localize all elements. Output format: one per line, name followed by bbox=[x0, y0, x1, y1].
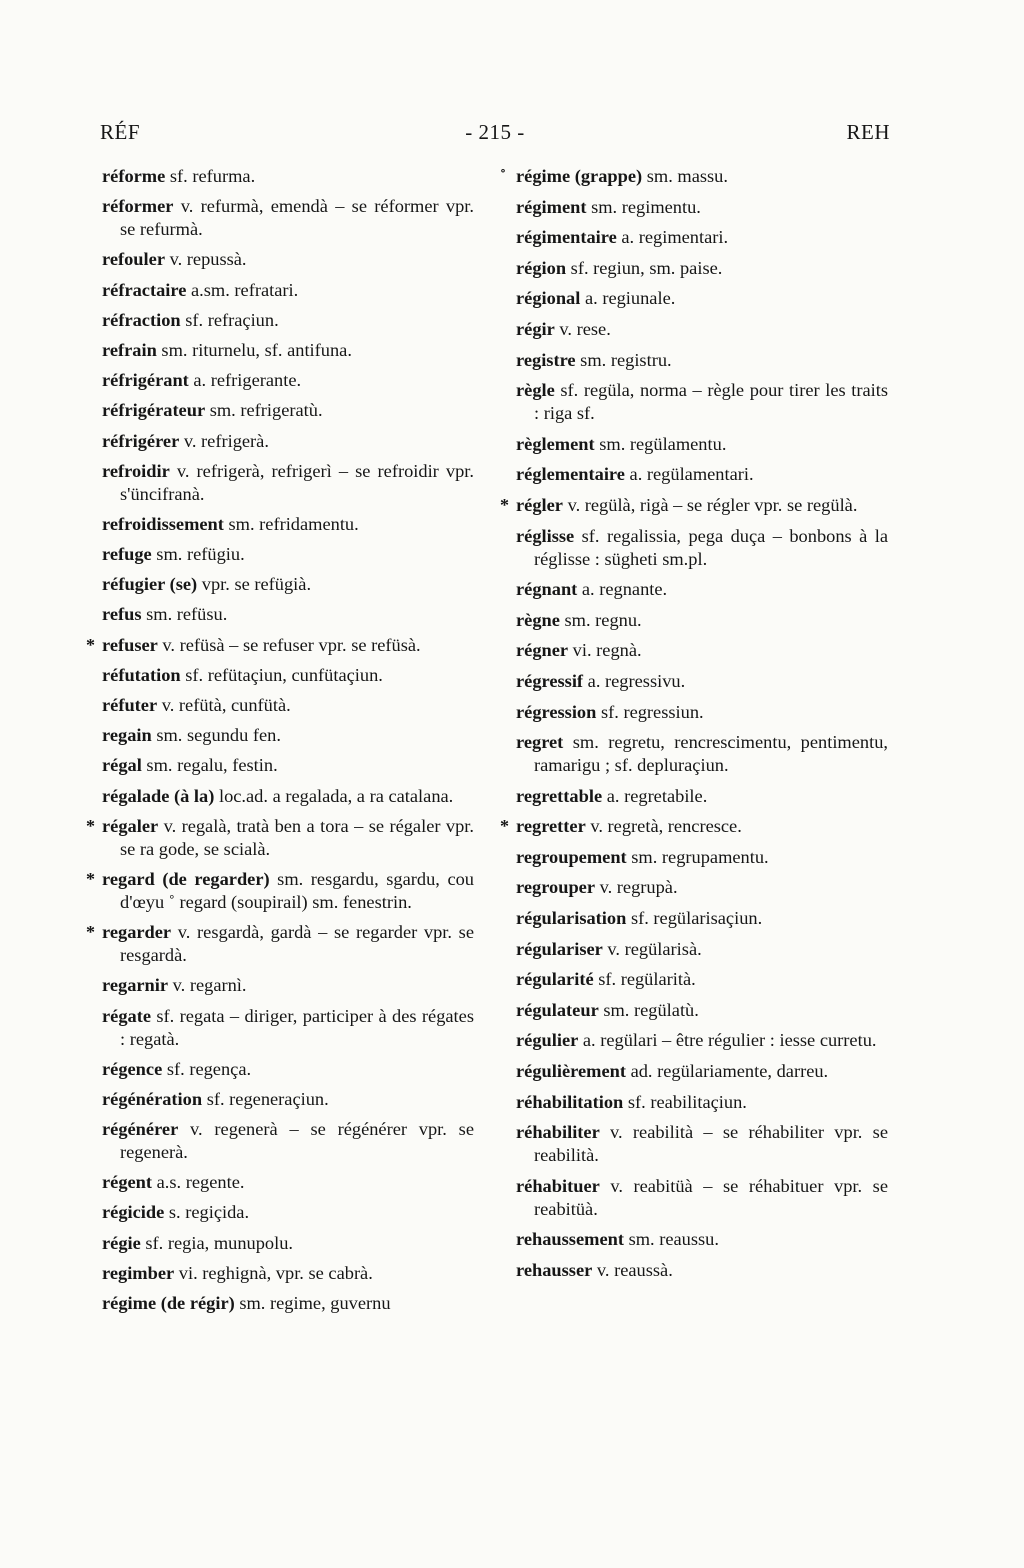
entry-headword: réglisse bbox=[516, 525, 575, 546]
dictionary-entry bbox=[102, 309, 474, 332]
entry-headword: réfraction bbox=[102, 309, 181, 330]
entry-headword: régence bbox=[102, 1058, 163, 1079]
entry-headword: refroidissement bbox=[102, 513, 224, 534]
entry-definition: sm. riturnelu, sf. antifuna. bbox=[156, 339, 352, 360]
entry-definition: vi. reghignà, vpr. se cabrà. bbox=[174, 1262, 373, 1283]
entry-definition: a. regiunale. bbox=[580, 288, 676, 309]
entry-headword: régaler bbox=[102, 815, 159, 836]
entry-text bbox=[516, 1092, 747, 1112]
entry-definition: sm. reaussu. bbox=[623, 1229, 719, 1250]
entry-headword: réfugier (se) bbox=[102, 574, 198, 595]
entry-definition: sf. regressiun. bbox=[596, 701, 704, 722]
entry-marker: * bbox=[86, 868, 95, 889]
entry-definition: v. regülarisà. bbox=[602, 938, 702, 959]
header-first-word: RÉF bbox=[100, 120, 141, 144]
entry-headword: régularisation bbox=[516, 908, 627, 929]
entry-text bbox=[102, 1263, 373, 1283]
entry-text bbox=[102, 1006, 474, 1049]
dictionary-entry bbox=[516, 318, 888, 341]
entry-definition: vi. regnà. bbox=[568, 640, 642, 661]
entry-headword: régression bbox=[516, 701, 597, 722]
entry-definition: sm. refrigeratù. bbox=[205, 400, 323, 421]
entry-definition: v. regretà, rencresce. bbox=[585, 816, 742, 837]
entry-headword: règne bbox=[516, 609, 560, 630]
dictionary-entry bbox=[102, 785, 474, 808]
entry-text bbox=[516, 671, 685, 691]
dictionary-entry bbox=[102, 460, 474, 506]
entry-text bbox=[102, 514, 359, 534]
entry-text bbox=[516, 816, 742, 836]
right-column bbox=[500, 165, 888, 1290]
entry-text bbox=[102, 665, 383, 685]
dictionary-entry bbox=[102, 1118, 474, 1164]
entry-headword: réfrigérateur bbox=[102, 400, 206, 421]
left-column bbox=[86, 165, 474, 1322]
entry-headword: registre bbox=[516, 349, 576, 370]
entry-text bbox=[516, 908, 762, 928]
entry-text bbox=[516, 1061, 828, 1081]
entry-headword: régime (de régir) bbox=[102, 1293, 235, 1313]
entry-definition: sf. regüla, norma – règle pour tirer les traits : riga sf. bbox=[534, 380, 888, 424]
dictionary-entry bbox=[516, 1121, 888, 1167]
entry-definition: v. rese. bbox=[554, 318, 611, 339]
dictionary-entry bbox=[102, 1005, 474, 1051]
dictionary-entry bbox=[102, 573, 474, 596]
dictionary-entry bbox=[86, 815, 474, 861]
dictionary-entry bbox=[516, 609, 888, 632]
dictionary-entry bbox=[102, 399, 474, 422]
entry-text bbox=[516, 1229, 719, 1249]
entry-text bbox=[516, 258, 722, 278]
entry-definition: sm. regalu, festin. bbox=[141, 755, 278, 776]
entry-text bbox=[102, 1233, 293, 1253]
entry-definition: sf. refraçiun. bbox=[180, 309, 279, 330]
dictionary-entry bbox=[516, 639, 888, 662]
dictionary-entry bbox=[102, 543, 474, 566]
entry-definition: v. reaussà. bbox=[592, 1260, 673, 1280]
entry-text bbox=[516, 1122, 888, 1165]
entry-headword: régulariser bbox=[516, 938, 603, 959]
entry-headword: régénérer bbox=[102, 1119, 179, 1140]
dictionary-entry bbox=[102, 1232, 474, 1255]
dictionary-entry bbox=[516, 1228, 888, 1251]
dictionary-entry bbox=[516, 525, 888, 571]
entry-definition: sm. regime, guvernu bbox=[234, 1293, 391, 1313]
entry-definition: v. regülà, rigà – se régler vpr. se regülà. bbox=[562, 494, 858, 515]
entry-definition: s. regiçida. bbox=[164, 1202, 250, 1223]
entry-text bbox=[102, 544, 245, 564]
entry-headword: régulateur bbox=[516, 999, 599, 1020]
dictionary-entry bbox=[102, 1262, 474, 1285]
entry-text bbox=[102, 786, 453, 806]
entry-text bbox=[102, 166, 255, 186]
entry-definition: v. refrigerà. bbox=[179, 430, 269, 451]
dictionary-entry bbox=[516, 670, 888, 693]
page-header bbox=[100, 120, 890, 148]
dictionary-entry bbox=[516, 701, 888, 724]
dictionary-entry bbox=[516, 1029, 888, 1052]
entry-definition: v. refrigerà, refrigerì – se refroidir vpr. s'üncifranà. bbox=[120, 460, 474, 504]
entry-text bbox=[516, 495, 857, 515]
entry-definition: a. regressivu. bbox=[583, 670, 686, 691]
entry-text bbox=[516, 786, 707, 806]
entry-headword: réfrigérer bbox=[102, 430, 180, 451]
entry-headword: régulier bbox=[516, 1030, 579, 1051]
entry-definition: v. regrupà. bbox=[595, 877, 678, 898]
entry-headword: règlement bbox=[516, 433, 595, 454]
entry-text bbox=[516, 640, 642, 660]
dictionary-entry bbox=[500, 494, 888, 517]
entry-text bbox=[516, 464, 754, 484]
entry-text bbox=[102, 975, 247, 995]
entry-headword: régional bbox=[516, 288, 581, 309]
entry-text bbox=[516, 380, 888, 423]
entry-definition: sm. resgardu, sgardu, cou d'œyu ˚ regard (soupirail) sm. fenestrin. bbox=[120, 868, 474, 912]
dictionary-entry bbox=[102, 248, 474, 271]
entry-text bbox=[102, 574, 311, 594]
entry-definition: sm. regrupamentu. bbox=[626, 846, 769, 867]
entry-marker: * bbox=[86, 815, 95, 836]
dictionary-entry bbox=[86, 868, 474, 914]
entry-text bbox=[516, 1176, 888, 1219]
entry-text bbox=[516, 579, 667, 599]
entry-definition: sf. regata – diriger, participer à des régates : regatà. bbox=[120, 1005, 474, 1049]
entry-definition: sf. refütaçiun, cunfütaçiun. bbox=[180, 664, 383, 685]
dictionary-entry bbox=[102, 279, 474, 302]
entry-text bbox=[102, 370, 301, 390]
entry-definition: sm. registru. bbox=[575, 349, 672, 370]
entry-definition: a. regretabile. bbox=[602, 785, 708, 806]
entry-headword: régénération bbox=[102, 1088, 203, 1109]
entry-headword: réfrigérant bbox=[102, 370, 189, 391]
entry-text bbox=[516, 969, 696, 989]
dictionary-entry bbox=[516, 938, 888, 961]
entry-headword: régie bbox=[102, 1232, 141, 1253]
entry-headword: régalade (à la) bbox=[102, 785, 215, 806]
dictionary-entry bbox=[516, 999, 888, 1022]
dictionary-entry bbox=[102, 694, 474, 717]
entry-text bbox=[102, 1293, 391, 1313]
entry-text bbox=[516, 197, 701, 217]
entry-headword: refroidir bbox=[102, 460, 170, 481]
entry-text bbox=[102, 604, 227, 624]
entry-headword: régir bbox=[516, 318, 555, 339]
entry-headword: regarder bbox=[102, 922, 172, 943]
entry-definition: sf. regença. bbox=[162, 1058, 252, 1079]
entry-headword: réforme bbox=[102, 166, 166, 186]
entry-headword: regarnir bbox=[102, 975, 169, 996]
entry-headword: regimber bbox=[102, 1262, 175, 1283]
entry-headword: régime (grappe) bbox=[516, 166, 643, 186]
entry-text bbox=[102, 431, 269, 451]
entry-headword: régularité bbox=[516, 969, 594, 990]
entry-definition: loc.ad. a regalada, a ra catalana. bbox=[214, 785, 454, 806]
dictionary-entry bbox=[500, 815, 888, 838]
entry-headword: régnant bbox=[516, 579, 578, 600]
dictionary-entry bbox=[102, 430, 474, 453]
dictionary-entry bbox=[516, 196, 888, 219]
dictionary-entry bbox=[102, 165, 474, 188]
entry-headword: régicide bbox=[102, 1202, 165, 1223]
entry-definition: vpr. se refügià. bbox=[197, 574, 312, 595]
dictionary-entry bbox=[102, 1088, 474, 1111]
entry-text bbox=[102, 461, 474, 504]
entry-headword: rehausser bbox=[516, 1260, 593, 1280]
entry-definition: a. regimentari. bbox=[616, 227, 729, 248]
dictionary-entry bbox=[516, 1060, 888, 1083]
dictionary-entry bbox=[102, 1201, 474, 1224]
entry-text bbox=[102, 755, 278, 775]
entry-headword: régimentaire bbox=[516, 227, 617, 248]
dictionary-entry bbox=[102, 974, 474, 997]
entry-definition: a. regülamentari. bbox=[624, 464, 754, 485]
entry-text bbox=[102, 1089, 329, 1109]
dictionary-entry bbox=[516, 731, 888, 777]
entry-definition: a. regülari – être régulier : iesse curretu. bbox=[578, 1030, 877, 1051]
entry-headword: régulièrement bbox=[516, 1061, 626, 1082]
entry-headword: réglementaire bbox=[516, 464, 625, 485]
entry-text bbox=[102, 816, 474, 859]
dictionary-entry bbox=[516, 907, 888, 930]
entry-text bbox=[516, 1000, 699, 1020]
entry-marker: * bbox=[500, 494, 509, 515]
entry-text bbox=[102, 1059, 251, 1079]
entry-definition: a. regnante. bbox=[577, 579, 668, 600]
entry-text bbox=[516, 847, 769, 867]
entry-text bbox=[516, 1030, 877, 1050]
entry-headword: refouler bbox=[102, 249, 165, 270]
entry-headword: refuge bbox=[102, 544, 152, 565]
dictionary-entry bbox=[516, 785, 888, 808]
entry-text bbox=[516, 319, 611, 339]
dictionary-entry bbox=[102, 754, 474, 777]
dictionary-entry bbox=[102, 1292, 474, 1315]
dictionary-entry bbox=[500, 165, 888, 188]
entry-headword: rehaussement bbox=[516, 1229, 624, 1250]
entry-text bbox=[102, 310, 279, 330]
entry-text bbox=[516, 227, 728, 247]
dictionary-entry bbox=[102, 339, 474, 362]
entry-definition: sf. regülarisaçiun. bbox=[626, 908, 763, 929]
dictionary-entry bbox=[102, 603, 474, 626]
entry-text bbox=[102, 400, 323, 420]
entry-definition: sm. refügiu. bbox=[151, 544, 245, 565]
entry-headword: regain bbox=[102, 725, 152, 746]
entry-headword: regretter bbox=[516, 816, 586, 837]
dictionary-entry bbox=[516, 846, 888, 869]
entry-marker: ˚ bbox=[500, 166, 506, 186]
entry-text bbox=[516, 288, 675, 308]
entry-text bbox=[102, 922, 474, 965]
entry-definition: sf. regia, munupolu. bbox=[140, 1232, 294, 1253]
entry-headword: regret bbox=[516, 732, 564, 753]
dictionary-entry bbox=[516, 349, 888, 372]
entry-text bbox=[516, 702, 704, 722]
entry-headword: règle bbox=[516, 380, 555, 401]
entry-headword: réhabiliter bbox=[516, 1122, 600, 1143]
entry-headword: regroupement bbox=[516, 846, 627, 867]
entry-definition: v. regalà, tratà ben a tora – se régaler vpr. se ra gode, se scialà. bbox=[120, 815, 474, 859]
entry-text bbox=[102, 340, 352, 360]
entry-definition: sm. segundu fen. bbox=[151, 725, 281, 746]
entry-definition: a.s. regente. bbox=[152, 1172, 245, 1193]
entry-headword: réhabituer bbox=[516, 1175, 600, 1196]
entry-definition: sf. regiun, sm. paise. bbox=[566, 257, 723, 278]
dictionary-entry bbox=[516, 463, 888, 486]
entry-headword: réfuter bbox=[102, 695, 158, 715]
entry-marker: * bbox=[86, 634, 95, 655]
entry-text bbox=[516, 350, 672, 370]
entry-text bbox=[102, 869, 474, 912]
entry-headword: réfutation bbox=[102, 664, 181, 685]
entry-definition: v. reabitüà – se réhabituer vpr. se reabitüà. bbox=[534, 1175, 888, 1219]
entry-definition: sf. regülarità. bbox=[593, 969, 696, 990]
entry-definition: sm. regülamentu. bbox=[594, 433, 727, 454]
entry-definition: a. refrigerante. bbox=[188, 370, 302, 391]
entry-headword: régent bbox=[102, 1172, 153, 1193]
entry-headword: régressif bbox=[516, 670, 584, 691]
entry-text bbox=[102, 635, 421, 655]
entry-headword: régiment bbox=[516, 196, 587, 217]
dictionary-entry bbox=[516, 578, 888, 601]
entry-definition: v. refütà, cunfütà. bbox=[157, 695, 291, 715]
entry-text bbox=[102, 695, 291, 715]
entry-text bbox=[102, 725, 281, 745]
entry-marker: * bbox=[500, 816, 509, 837]
entry-headword: refuser bbox=[102, 634, 158, 655]
entry-definition: v. regenerà – se régénérer vpr. se regenerà. bbox=[120, 1119, 474, 1163]
entry-definition: v. repussà. bbox=[164, 249, 247, 270]
entry-headword: région bbox=[516, 257, 567, 278]
entry-definition: sm. massu. bbox=[642, 166, 728, 186]
dictionary-entry bbox=[516, 287, 888, 310]
entry-text bbox=[516, 1260, 673, 1280]
entry-definition: sm. regülatù. bbox=[598, 999, 699, 1020]
entry-text bbox=[102, 280, 298, 300]
entry-definition: v. refüsà – se refuser vpr. se refüsà. bbox=[157, 634, 421, 655]
entry-text bbox=[516, 939, 702, 959]
dictionary-entry bbox=[516, 1259, 888, 1282]
entry-text bbox=[102, 196, 474, 239]
entry-headword: régner bbox=[516, 640, 569, 661]
dictionary-entry bbox=[102, 369, 474, 392]
entry-headword: réhabilitation bbox=[516, 1091, 624, 1112]
entry-definition: sf. reabilitaçiun. bbox=[623, 1091, 747, 1112]
entry-headword: régal bbox=[102, 755, 142, 776]
entry-text bbox=[516, 526, 888, 569]
entry-headword: regrouper bbox=[516, 877, 595, 898]
entry-text bbox=[516, 610, 642, 630]
dictionary-entry bbox=[516, 1091, 888, 1114]
entry-definition: ad. regülariamente, darreu. bbox=[625, 1061, 829, 1082]
dictionary-entry bbox=[86, 921, 474, 967]
entry-headword: regrettable bbox=[516, 785, 603, 806]
dictionary-entry bbox=[516, 876, 888, 899]
dictionary-entry bbox=[516, 257, 888, 280]
dictionary-entry bbox=[102, 195, 474, 241]
entry-text bbox=[102, 1119, 474, 1162]
entry-headword: réfractaire bbox=[102, 279, 187, 300]
dictionary-entry bbox=[102, 513, 474, 536]
dictionary-entry bbox=[102, 664, 474, 687]
entry-definition: sm. regimentu. bbox=[586, 196, 701, 217]
dictionary-entry bbox=[516, 968, 888, 991]
entry-text bbox=[516, 434, 726, 454]
entry-headword: régate bbox=[102, 1005, 152, 1026]
dictionary-entry bbox=[86, 634, 474, 657]
entry-text bbox=[516, 166, 728, 186]
entry-text bbox=[516, 732, 888, 775]
entry-headword: réformer bbox=[102, 196, 174, 217]
entry-headword: refus bbox=[102, 604, 142, 625]
entry-headword: regard (de regarder) bbox=[102, 868, 270, 889]
dictionary-entry bbox=[516, 226, 888, 249]
entry-text bbox=[102, 249, 247, 269]
entry-definition: v. refurmà, emendà – se réformer vpr. se refurmà. bbox=[120, 196, 474, 240]
entry-definition: sm. regretu, rencrescimentu, pentimentu, ramarigu ; sf. depluraçiun. bbox=[534, 732, 888, 776]
entry-definition: sf. regeneraçiun. bbox=[202, 1088, 329, 1109]
page-number: - 215 - bbox=[465, 120, 525, 144]
entry-definition: v. resgardà, gardà – se regarder vpr. se resgardà. bbox=[120, 922, 474, 966]
entry-marker: * bbox=[86, 922, 95, 943]
entry-headword: régler bbox=[516, 494, 563, 515]
entry-definition: sf. regalissia, pega duça – bonbons à la réglisse : sügheti sm.pl. bbox=[534, 525, 888, 569]
entry-text bbox=[516, 877, 678, 897]
dictionary-entry bbox=[102, 724, 474, 747]
dictionary-entry bbox=[516, 433, 888, 456]
entry-text bbox=[102, 1202, 249, 1222]
entry-definition: sm. regnu. bbox=[559, 609, 642, 630]
dictionary-entry bbox=[516, 1175, 888, 1221]
dictionary-entry bbox=[102, 1171, 474, 1194]
header-last-word: REH bbox=[846, 120, 890, 144]
dictionary-entry bbox=[102, 1058, 474, 1081]
entry-definition: a.sm. refratari. bbox=[186, 279, 299, 300]
entry-headword: refrain bbox=[102, 339, 157, 360]
entry-definition: v. regarnì. bbox=[168, 975, 247, 996]
dictionary-entry bbox=[516, 379, 888, 425]
entry-definition: v. reabilità – se réhabiliter vpr. se reabilità. bbox=[534, 1122, 888, 1166]
entry-definition: sm. refridamentu. bbox=[223, 513, 359, 534]
entry-definition: sf. refurma. bbox=[165, 166, 256, 186]
entry-text bbox=[102, 1172, 244, 1192]
entry-definition: sm. refüsu. bbox=[141, 604, 228, 625]
